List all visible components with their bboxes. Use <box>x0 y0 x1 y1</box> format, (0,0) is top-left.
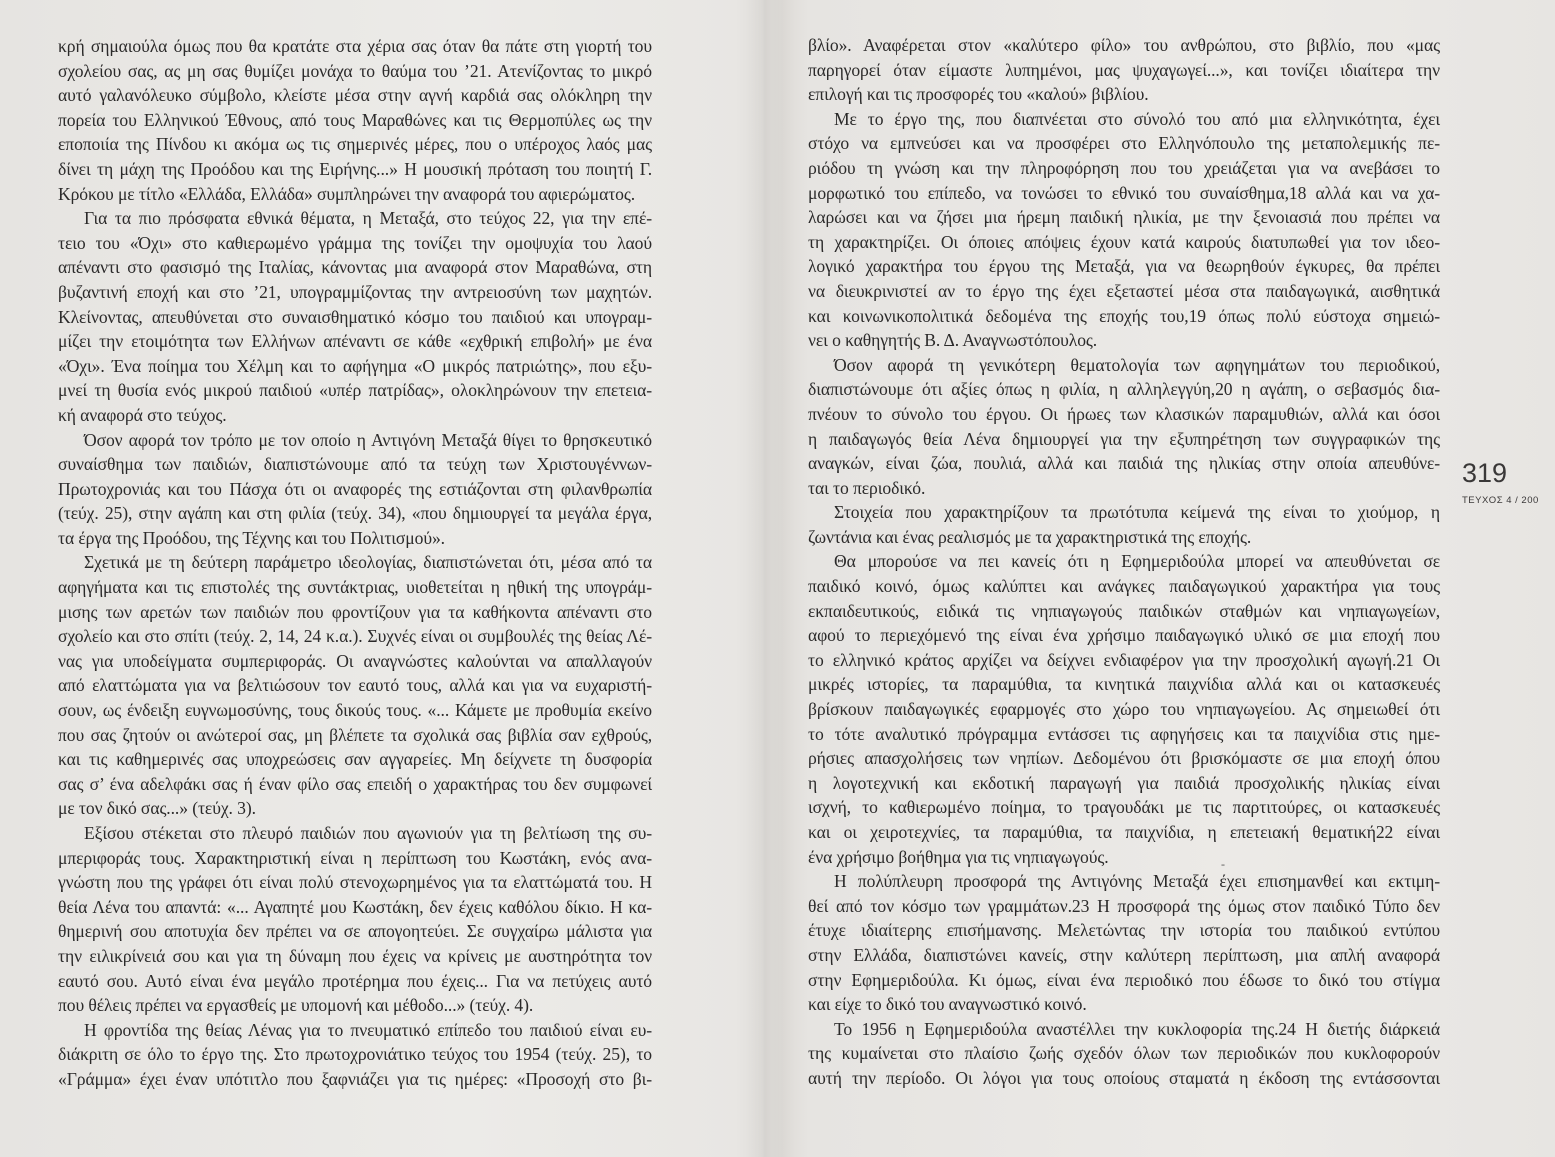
text-line: Στοιχεία που χαρακτηρίζουν τα πρωτότυπα κείμενά της είναι το χιούμορ, η <box>834 502 1440 523</box>
text-line: διάκριτη σε όλο το έργο της. Στο πρωτοχρονιάτικο τεύχος του 1954 (τεύχ. 25), το <box>58 1044 652 1065</box>
left-page-text <box>58 34 652 1092</box>
text-line: που θέλεις πρέπει να εργασθείς με υπομονή και μέθοδο...» (τεύχ. 4). <box>58 995 534 1016</box>
text-line: δίνει τη μάχη της Προόδου και της Ειρήνης...» Η μουσική πρόταση του ποιητή Γ. <box>58 158 652 179</box>
text-line: και είχε το δικό του αναγνωστικό κοινό. <box>808 994 1087 1015</box>
text-line: πνέουν το σύνολο του έργου. Οι ήρωες των κλασικών παραμυθιών, αλλά και όσοι <box>808 403 1440 424</box>
book-gutter <box>735 0 795 1157</box>
text-line: Για τα πιο πρόσφατα εθνικά θέματα, η Μεταξά, στο τεύχος 22, για την επέ- <box>84 208 652 229</box>
text-line: Όσον αφορά τη γενικότερη θεματολογία των αφηγημάτων του περιοδικού, <box>834 354 1440 375</box>
text-line: σας σ’ ένα αδελφάκι σας ή έναν φίλο σας επειδή ο χαρακτήρας του δεν συμφωνεί <box>58 773 652 794</box>
text-line: Η φροντίδα της θείας Λένας για το πνευματικό επίπεδο του παιδιού είναι ευ- <box>84 1019 652 1040</box>
text-line: απέναντι στο φασισμό της Ιταλίας, κάνοντας μια αναφορά στον Μαραθώνα, στη <box>58 257 652 278</box>
text-line: και κοινωνικοπολιτικά δεδομένα της εποχής του,19 όπως πολύ εύστοχα σημειώ- <box>808 305 1440 326</box>
text-line: πορεία του Ελληνικού Έθνους, από τους Μαραθώνες και τις Θερμοπύλες ως την <box>58 109 652 130</box>
text-line: κρή σημαιούλα όμως που θα κρατάτε στα χέρια σας όταν θα πάτε στη γιορτή του <box>58 36 652 56</box>
stray-mark: - <box>1221 857 1225 871</box>
text-line: αφηγήματα και τις επιστολές της συντάκτριας, υιοθετείται η ηθική της υπογράμ- <box>58 577 652 598</box>
text-line: Εξίσου στέκεται στο πλευρό παιδιών που αγωνιούν για τη βελτίωση της συ- <box>84 823 652 843</box>
text-line: εαυτό σου. Αυτό είναι ένα μεγάλο προτέρημα που έχεις... Για να πετύχεις αυτό <box>58 970 652 991</box>
text-line: παρηγορεί όταν είμαστε λυπημένοι, μας ψυχαγωγεί...», και τονίζει ιδιαίτερα την <box>808 59 1440 80</box>
text-line: Πρωτοχρονιάς και του Πάσχα ότι οι αναφορές της εστιάζονται στη φιλανθρωπία <box>58 478 652 499</box>
text-line: ρήσιες απασχολήσεις των νηπίων. Δεδομένου ότι βρισκόμαστε σε μια εποχή όπου <box>808 748 1440 769</box>
text-line: με τον δικό σας...» (τεύχ. 3). <box>58 798 256 819</box>
text-line: συναίσθημα των παιδιών, διαπιστώνουμε από τα τεύχη των Χριστουγέννων- <box>58 454 652 475</box>
text-line: Κλείνοντας, απευθύνεται στο συναισθηματικό κόσμο του παιδιού και υπογραμ- <box>58 306 652 327</box>
text-line: μνεί τη θυσία ενός μικρού παιδιού «υπέρ πατρίδας», ολοκληρώνουν την επετεια- <box>58 380 652 401</box>
text-line: βλίο». Αναφέρεται στον «καλύτερο φίλο» του ανθρώπου, στο βιβλίο, που «μας <box>808 35 1440 55</box>
text-line: Η πολύπλευρη προσφορά της Αντιγόνης Μεταξά έχει επισημανθεί και εκτιμη- <box>834 871 1440 892</box>
text-line: σχολείου σας, ας μη σας θυμίζει μονάχα το θαύμα του ’21. Ατενίζοντας το μικρό <box>58 60 652 81</box>
text-line: την ειλικρίνειά σου και για τη δύναμη που έχεις να κρίνεις με αυστηρότητα τον <box>58 945 652 966</box>
text-line: που σας ζητούν οι ανώτεροί σας, μη βλέπετε τα σχολικά σας βιβλία σαν εχθρούς, <box>58 724 652 745</box>
text-line: εποποιία της Πίνδου κι ακόμα ως τις σημερινές μέρες, που ο υπέροχος λαός μας <box>58 134 652 155</box>
text-line: η λογοτεχνική και εκδοτική παραγωγή για παιδιά προσχολικής ηλικίας είναι <box>808 772 1440 793</box>
right-page-text <box>808 33 1440 1091</box>
text-line: στόχο να εμπνεύσει και να προσφέρει στο Ελληνόπουλο της μεταπολεμικής πε- <box>808 133 1440 154</box>
text-line: βυζαντινή εποχή και στο ’21, υπογραμμίζοντας την αντρειοσύνη των μαχητών. <box>58 281 652 302</box>
text-line: λογικό χαρακτήρα του έργου της Μεταξά, για να θεωρηθούν έγκυρες, θα πρέπει <box>808 256 1440 277</box>
text-line: λαρώσει και να ζήσει μια ήρεμη παιδική ηλικία, με την ξενοιασιά που πρέπει να <box>808 207 1440 228</box>
text-line: Όσον αφορά τον τρόπο με τον οποίο η Αντιγόνη Μεταξά θίγει το θρησκευτικό <box>84 429 652 450</box>
text-line: βρίσκουν παιδαγωγικές εφαρμογές στο χώρο του νηπιαγωγείου. Ας σημειωθεί ότι <box>808 699 1440 720</box>
text-line: στην Ελλάδα, διαπιστώνει κανείς, στην καλύτερη περίπτωση, μια απλή αναφορά <box>808 944 1440 965</box>
text-line: και οι χειροτεχνίες, τα παραμύθια, τα παιχνίδια, η επετειακή θεματική22 είναι <box>808 822 1440 842</box>
text-line: κή αναφορά στο τεύχος. <box>58 404 227 425</box>
text-line: μορφωτικό του επίπεδο, να τονώσει το εθνικό του συναίσθημα,18 αλλά και να χα- <box>808 182 1440 203</box>
text-line: μικρές ιστορίες, τα παραμύθια, τα κινητικά παιχνίδια αλλά και οι κατασκευές <box>808 674 1440 695</box>
text-line: ριόδου τη γνώση και την πληροφόρηση που του χρειάζεται για να ανεβάσει το <box>808 157 1440 178</box>
text-line: θημερινή σου αποτυχία δεν πρέπει να σε απογοητεύει. Σε συγχαίρω μάλιστα για <box>58 921 652 942</box>
text-line: νει ο καθηγητής Β. Δ. Αναγνωστόπουλος. <box>808 330 1098 351</box>
text-line: αφού το περιεχόμενό της είναι ένα χρήσιμο παιδαγωγικό υλικό σε μια εποχή που <box>808 625 1440 646</box>
text-line: και τις καθημερινές σας υποχρεώσεις σαν αγγαρείες. Μη δείχνετε τη δυσφορία <box>58 749 652 770</box>
text-line: μπεριφοράς τους. Χαρακτηριστική είναι η περίπτωση του Κωστάκη, ενός ανα- <box>58 847 652 868</box>
text-line: το τότε αναλυτικό πρόγραμμα εντάσσει τις αφηγήσεις και τα παιχνίδια στις ημε- <box>808 723 1440 744</box>
text-line: νας για υποδείγματα συμπεριφοράς. Οι αναγνώστες καλούνται να απαλλαγούν <box>58 650 652 671</box>
text-line: (τεύχ. 25), στην αγάπη και στη φιλία (τεύχ. 34), «που δημιουργεί τα μεγάλα έργα, <box>58 503 652 524</box>
text-line: «Όχι». Ένα ποίημα του Χέλμη και το αφήγημα «Ο μικρός πατριώτης», που εξυ- <box>58 355 652 376</box>
text-line: τη χαρακτηρίζει. Οι όποιες απόψεις έχουν κατά καιρούς διατυπωθεί για τον ιδεο- <box>808 231 1440 252</box>
text-line: το ελληνικό κράτος αρχίζει να δείχνει ενδιαφέρον για την προσχολική αγωγή.21 Οι <box>808 649 1440 670</box>
text-line: σχολείο και στο σπίτι (τεύχ. 2, 14, 24 κ.α.). Συχνές είναι οι συμβουλές της θείας Λέ- <box>58 626 652 647</box>
text-line: σουν, ως ένδειξη ευγνωμοσύνης, τους δικούς τους. «... Κάμετε με προθυμία εκείνο <box>58 700 652 721</box>
text-line: διαπιστώνουμε ότι αξίες όπως η φιλία, η αλληλεγγύη,20 η αγάπη, ο σεβασμός δια- <box>808 379 1440 400</box>
text-line: Σχετικά με τη δεύτερη παράμετρο ιδεολογίας, διαπιστώνεται ότι, μέσα από τα <box>84 552 652 573</box>
text-line: θεία Λένα του απαντά: «... Αγαπητέ μου Κωστάκη, δεν έχεις καθόλου δίκιο. Η κα- <box>58 896 652 917</box>
text-line: έτυχε ιδιαίτερης επισήμανσης. Μελετώντας την ιστορία του παιδικού εντύπου <box>808 920 1440 941</box>
text-line: τειο του «Όχι» στο καθιερωμένο γράμμα της τονίζει την ομοψυχία του λαού <box>58 232 652 253</box>
text-line: Το 1956 η Εφημεριδούλα αναστέλλει την κυκλοφορία της.24 Η διετής διάρκειά <box>834 1018 1440 1039</box>
text-line: ισχνή, το καθιερωμένο ποίημα, το τραγουδάκι με τις παρτιτούρες, οι κατασκευές <box>808 797 1440 818</box>
text-line: ένα χρήσιμο βοήθημα για τις νηπιαγωγούς. <box>808 846 1109 867</box>
text-line: γνώστη που της γράφει ότι είναι πολύ στενοχωρημένος για τα ελαττώματά του. Η <box>58 872 652 893</box>
page-number: 319 <box>1462 458 1508 488</box>
text-line: επιλογή και τις προσφορές του «καλού» βιβλίου. <box>808 84 1149 105</box>
text-line: εκπαιδευτικούς, ειδικά τις νηπιαγωγούς παιδικών σταθμών και νηπιαγωγείων, <box>808 600 1440 621</box>
text-line: από ελαττώματα για να βελτιώσουν τον εαυτό τους, αλλά και για να ευχαριστή- <box>58 675 652 696</box>
text-line: τα έργα της Προόδου, της Τέχνης και του Πολιτισμού». <box>58 527 445 548</box>
text-line: να διευκρινιστεί αν το έργο της έχει εξεταστεί μέσα στα παιδαγωγικά, αισθητικά <box>808 280 1440 301</box>
running-head: ΤΕΥΧΟΣ 4 / 200 <box>1462 495 1539 506</box>
text-line: μίζει την ετοιμότητα των Ελλήνων απέναντι σε κάθε «εχθρική επιβολή» με ένα <box>58 331 652 352</box>
text-line: Με το έργο της, που διαπνέεται στο σύνολό του από μια ελληνικότητα, έχει <box>834 108 1440 129</box>
text-line: παιδικό κοινό, όμως καλύπτει και ανάγκες παιδαγωγικού χαρακτήρα για τους <box>808 576 1440 597</box>
text-line: η παιδαγωγός θεία Λένα δημιουργεί για την εξυπηρέτηση των συγγραφικών της <box>808 428 1440 449</box>
text-line: στην Εφημεριδούλα. Κι όμως, είναι ένα περιοδικό που έδωσε το δικό του στίγμα <box>808 969 1440 990</box>
text-line: ζωντάνια και ένας ρεαλισμός με τα χαρακτηριστικά της εποχής. <box>808 526 1252 547</box>
text-line: θεί από τον κόσμο των γραμμάτων.23 Η προσφορά της όμως στον παιδικό Τύπο δεν <box>808 895 1440 916</box>
text-line: «Γράμμα» έχει έναν υπότιτλο που ξαφνιάζει για τις ημέρες: «Προσοχή στο βι- <box>58 1068 652 1089</box>
text-line: της κυμαίνεται στο πλαίσιο ζωής σχεδόν όλων των περιοδικών που κυκλοφορούν <box>808 1043 1440 1064</box>
text-line: Θα μπορούσε να πει κανείς ότι η Εφημεριδούλα μπορεί να απευθύνεται σε <box>834 551 1440 572</box>
text-line: ται το περιοδικό. <box>808 477 926 498</box>
text-line: μισης των αρετών των παιδιών που φροντίζουν για τα καθήκοντα απέναντι στο <box>58 601 652 622</box>
text-line: Κρόκου με τίτλο «Ελλάδα, Ελλάδα» συμπληρώνει την αναφορά του αφιερώματος. <box>58 183 636 204</box>
text-line: αυτό γαλανόλευκο σύμβολο, κλείστε μέσα στην αγνή καρδιά σας ολόκληρη την <box>58 85 652 106</box>
text-line: αναγκών, είναι ζώα, πουλιά, αλλά και παιδιά της ηλικίας στην οποία απευθύνε- <box>808 453 1440 474</box>
text-line: αυτή την περίοδο. Οι λόγοι για τους οποίους σταματά η έκδοση της εντάσσονται <box>808 1067 1440 1088</box>
